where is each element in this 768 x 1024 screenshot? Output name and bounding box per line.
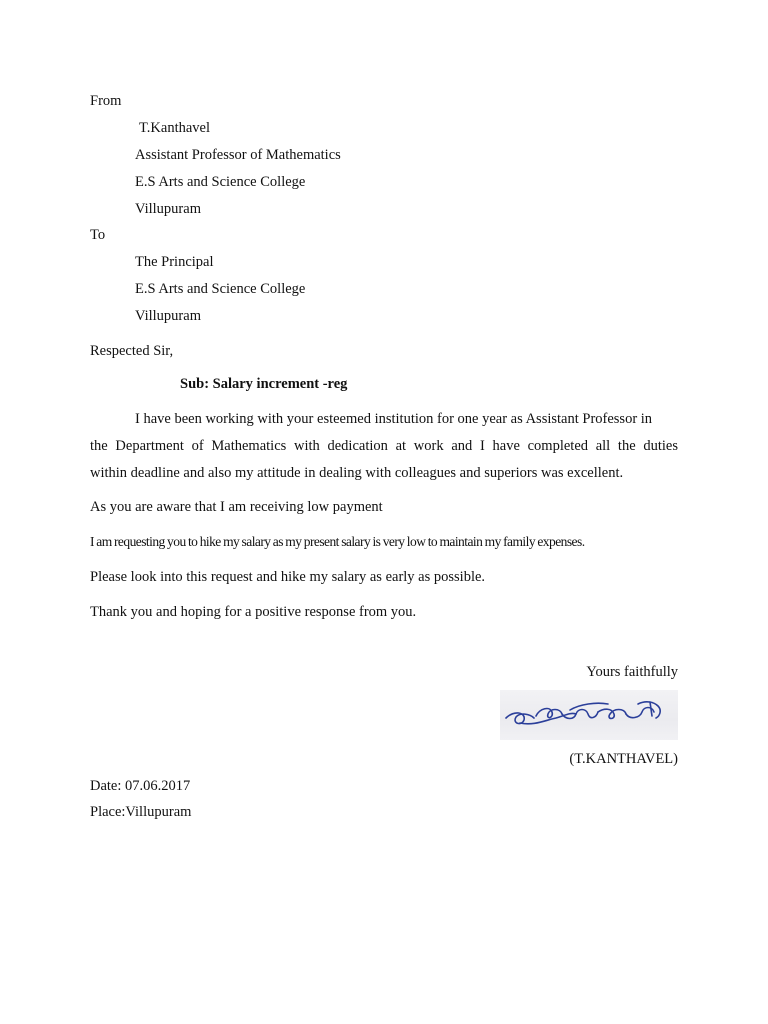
sender-institution: E.S Arts and Science College: [135, 174, 306, 190]
body-paragraph-5: Thank you and hoping for a positive response from you.: [90, 604, 417, 620]
subject-line: Sub: Salary increment -reg: [180, 376, 348, 392]
signatory-name: (T.KANTHAVEL): [569, 751, 678, 767]
body-paragraph-1-line-3: within deadline and also my attitude in dealing with colleagues and superiors was excellent.: [90, 465, 624, 481]
body-paragraph-1-line-1: I have been working with your esteemed institution for one year as Assistant Professor in: [135, 411, 653, 427]
handwritten-signature-icon: [500, 690, 678, 740]
salutation: Respected Sir,: [90, 343, 174, 359]
letter-date: Date: 07.06.2017: [90, 778, 191, 794]
body-paragraph-4: Please look into this request and hike my salary as early as possible.: [90, 569, 486, 585]
body-paragraph-2: As you are aware that I am receiving low payment: [90, 499, 383, 515]
sender-name: T.Kanthavel: [139, 120, 210, 136]
recipient-title: The Principal: [135, 254, 214, 270]
recipient-institution: E.S Arts and Science College: [135, 281, 306, 297]
sender-city: Villupuram: [135, 201, 201, 217]
from-heading: From: [90, 93, 122, 109]
to-heading: To: [90, 227, 106, 243]
signature-image: [500, 690, 678, 740]
letter-place: Place:Villupuram: [90, 804, 192, 820]
body-paragraph-3: I am requesting you to hike my salary as my present salary is very low to maintain my family expenses.: [90, 534, 585, 549]
closing-line: Yours faithfully: [586, 664, 678, 680]
sender-designation: Assistant Professor of Mathematics: [135, 147, 341, 163]
body-paragraph-1-line-2: the Department of Mathematics with dedication at work and I have completed all the duties: [90, 438, 678, 454]
recipient-city: Villupuram: [135, 308, 201, 324]
